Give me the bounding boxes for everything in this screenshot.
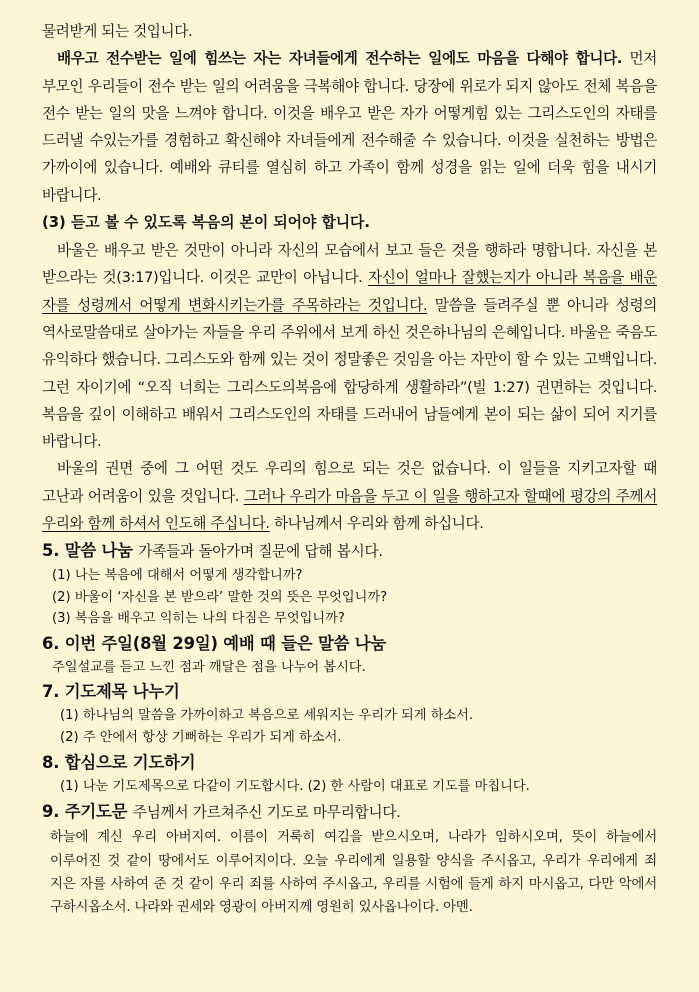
intro-paragraph [42,45,657,209]
para1-text-a: 바울은 배우고 받은 것만이 아니라 자신의 모습에서 보고 들은 것을 행하라 명합니다. 자신을 본 받으라는 것(3:17)입니다. 이것은 교만이 아닙니다. [42,242,657,287]
prayer-topic-item: (1) 하나님의 말씀을 가까이하고 복음으로 세워지는 우리가 되게 하소서. [60,708,474,724]
para1-text-b: 말씀을 들려주실 뿐 아니라 성령의 역사로말씀대로 살아가는 자들을 우리 주위에서 보게 하신 것은하나님의 은혜입니다. 바울은 죽음도 유익하다 했습니다. 그리스도와 함께 있는 것이 정말좋은 것임을 아는 자만이 할 수 있는 고백입니다. 그런 자이기에 “오직 너희는 그리스도의복음에 합당하게 생활하라”(빌 1:27) 권면하는 것입니다. 복음을 깊이 이해하고 배워서 그리스도인의 자태를 드러내어 남들에게 본이 되는 삶이 되어 지기를 바랍니다. [42,296,657,451]
para2-text-b: 하나님께서 우리와 함께 하십니다. [269,515,484,533]
section-5-subtitle: 가족들과 돌아가며 질문에 답해 봅시다. [138,543,383,561]
section-6-number: 6. [42,633,60,653]
section-8-title: 합심으로 기도하기 [64,753,196,773]
section-5-heading [42,537,657,565]
para2-underlined-text: 그러나 우리가 마음을 두고 이 일을 행하고자 할때에 평강의 주께서 우리와 함께 하셔서 인도해 주십니다. [42,487,657,533]
section-6-heading [42,630,657,657]
section-3-title: (3) 듣고 볼 수 있도록 복음의 본이 되어야 합니다. [42,214,370,232]
prayer-topic-item: (2) 주 안에서 항상 기뻐하는 우리가 되게 하소서. [60,730,342,746]
section-7-number: 7. [42,682,60,702]
section-8-body: (1) 나눈 기도제목으로 다같이 기도합시다. (2) 한 사람이 대표로 기도를 마칩니다. [60,779,530,795]
section-9-number: 9. [42,802,60,822]
section-8-number: 8. [42,753,60,773]
section-9-title: 주기도문 [64,802,128,822]
question-item: (2) 바울이 ‘자신을 본 받으라’ 말한 것의 뜻은 무엇입니까? [52,589,388,605]
intro-bold-sentence: 배우고 전수받는 일에 힘쓰는 자는 자녀들에게 전수하는 일에도 마음을 다해야 합니다. [57,50,623,68]
para2-text-a: 바울의 권면 중에 그 어떤 것도 우리의 힘으로 되는 것은 없습니다. 이 일들을 지키고자할 때 고난과 어려움이 있을 것입니다. [42,460,657,505]
section-3-paragraph-2 [42,455,657,537]
section-3-paragraph-1 [42,237,657,455]
section-6-title: 이번 주일(8월 29일) 예배 때 들은 말씀 나눔 [64,633,386,653]
section-9-subtitle: 주님께서 가르쳐주신 기도로 마무리합니다. [132,804,401,822]
intro-rest: 먼저 부모인 우리들이 전수 받는 일의 어려움을 극복해야 합니다. 당장에 위로가 되지 않아도 전체 복음을 전수 받는 일의 맛을 느껴야 합니다. 이것을 배우고 받은 자가 어떻게힘 있는 그리스도인의 자태를 드러낼 수있는가를 경험하고 확신해야 자녀들에게 전수해줄 수 있습니다. 이것을 실천하는 방법은 가까이에 있습니다. 예배와 큐티를 열심히 하고 가족이 함께 성경을 읽는 일에 더욱 힘을 내시기 바랍니다. [42,50,657,204]
section-5-number: 5. [42,541,60,561]
section-8-heading [42,749,657,776]
section-9-heading [42,798,657,826]
section-7-title: 기도제목 나누기 [64,682,180,702]
section-5-title: 말씀 나눔 [64,541,133,561]
section-7-heading [42,678,657,705]
lords-prayer-text: 하늘에 계신 우리 아버지여. 이름이 거룩히 여김을 받으시오며, 나라가 임하시오며, 뜻이 하늘에서 이루어진 것 같이 땅에서도 이루어지이다. 오늘 우리에게 일용할 양식을 주시옵고, 우리가 우리에게 죄 지은 자를 사하여 준 것 같이 우리 죄를 사하여 주시옵고, 우리를 시험에 들게 하지 마시옵고, 다만 악에서 구하시옵소서. 나라와 권세와 영광이 아버지께 영원히 있사옵나이다. 아멘. [50,830,657,916]
para1-underlined-text: 자신이 얼마나 잘했는지가 아니라 복음을 배운 자를 성령께서 어떻게 변화시키는가를 주목하라는 것입니다. [42,269,658,314]
section-6-body: 주일설교를 듣고 느낀 점과 깨달은 점을 나누어 봅시다. [52,659,366,675]
intro-line: 물려받게 되는 것입니다. [42,23,193,40]
question-item: (3) 복음을 배우고 익히는 나의 다짐은 무엇입니까? [52,611,345,627]
question-item: (1) 나는 복음에 대해서 어떻게 생각합니까? [52,568,303,584]
